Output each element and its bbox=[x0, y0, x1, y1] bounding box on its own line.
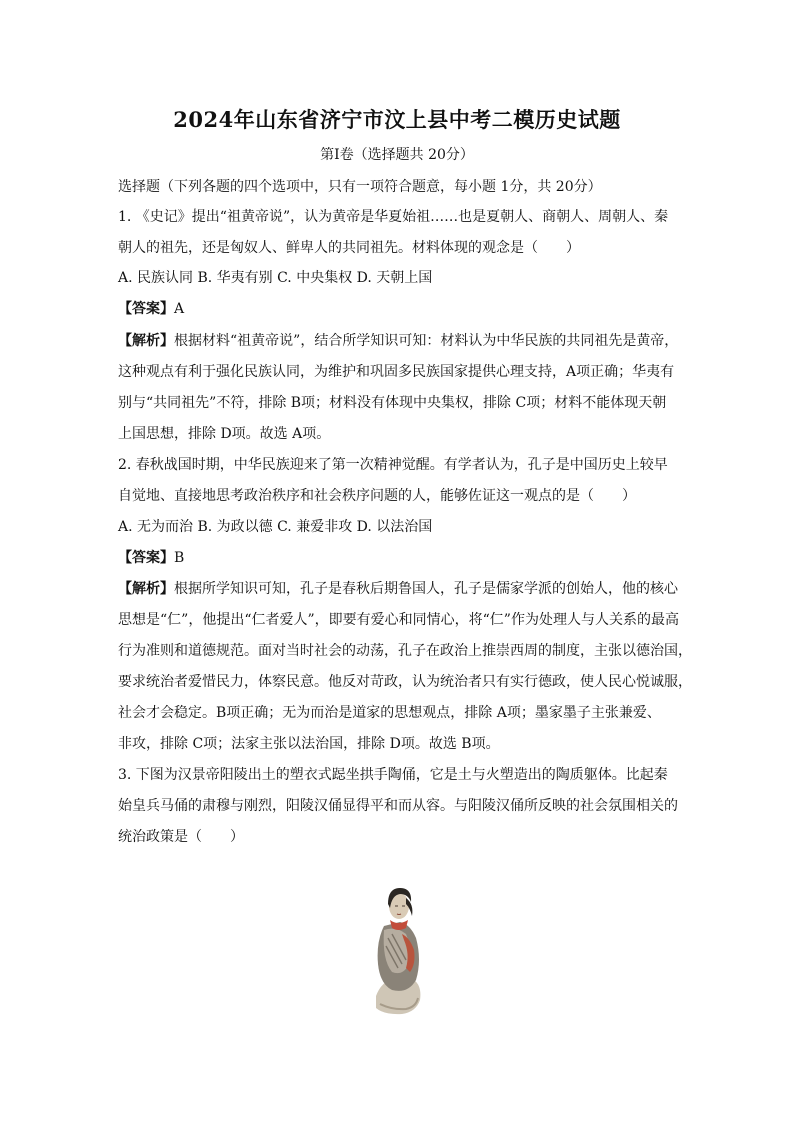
question-2-stem-line-1: 2. 春秋战国时期，中华民族迎来了第一次精神觉醒。有学者认为，孔子是中国历史上较早 bbox=[118, 457, 668, 473]
question-3-stem-line-2: 始皇兵马俑的肃穆与刚烈，阳陵汉俑显得平和而从容。与阳陵汉俑所反映的社会氛围相关的 bbox=[118, 798, 678, 814]
answer-label: 【答案】 bbox=[118, 550, 174, 566]
question-3-stem-line-3: 统治政策是（ ） bbox=[118, 829, 244, 845]
section-intro: 选择题（下列各题的四个选项中，只有一项符合题意，每小题 1分，共 20分） bbox=[118, 179, 602, 195]
analysis-text: 根据材料“祖黄帝说”，结合所学知识可知：材料认为中华民族的共同祖先是黄帝， bbox=[174, 333, 679, 349]
answer-value: A bbox=[174, 301, 185, 317]
question-1-stem-line-2: 朝人的祖先，还是匈奴人、鲜卑人的共同祖先。材料体现的观念是（ ） bbox=[118, 240, 580, 256]
question-1-analysis-line-4: 上国思想，排除 D项。故选 A项。 bbox=[118, 426, 331, 442]
question-2-answer bbox=[118, 548, 683, 568]
question-3-stem-line-1: 3. 下图为汉景帝阳陵出土的塑衣式跽坐拱手陶俑，它是土与火塑造出的陶质躯体。比起秦 bbox=[118, 767, 668, 783]
question-2-options: A. 无为而治 B. 为政以德 C. 兼爱非攻 D. 以法治国 bbox=[118, 519, 433, 535]
question-2-analysis-line-1 bbox=[118, 579, 683, 599]
question-1-analysis-line-1 bbox=[118, 331, 683, 351]
page-subtitle: 第Ⅰ卷（选择题共 20分） bbox=[320, 147, 474, 163]
question-1-answer bbox=[118, 299, 683, 319]
question-2-stem-line-2: 自觉地、直接地思考政治秩序和社会秩序问题的人，能够佐证这一观点的是（ ） bbox=[118, 488, 636, 504]
page-title: 2024年山东省济宁市汶上县中考二模历史试题 bbox=[173, 107, 621, 132]
analysis-text: 根据所学知识可知，孔子是春秋后期鲁国人，孔子是儒家学派的创始人，他的核心 bbox=[174, 581, 678, 597]
question-2-analysis-line-3: 行为准则和道德规范。面对当时社会的动荡，孔子在政治上推崇西周的制度，主张以德治国， bbox=[118, 643, 692, 659]
question-2-analysis-line-2: 思想是“仁”，他提出“仁者爱人”，即要有爱心和同情心，将“仁”作为处理人与人关系的最高 bbox=[118, 612, 679, 628]
answer-value: B bbox=[174, 550, 185, 566]
question-2-analysis-line-5: 社会才会稳定。B项正确；无为而治是道家的思想观点，排除 A项；墨家墨子主张兼爱、 bbox=[118, 705, 661, 721]
question-2-analysis-line-4: 要求统治者爱惜民力，体察民意。他反对苛政，认为统治者只有实行德政，使人民心悦诚服， bbox=[118, 674, 692, 690]
question-2-analysis-line-6: 非攻，排除 C项；法家主张以法治国，排除 D项。故选 B项。 bbox=[118, 736, 500, 752]
question-1-analysis-line-2: 这种观点有利于强化民族认同，为维护和巩固多民族国家提供心理支持，A项正确；华夷有 bbox=[118, 364, 675, 380]
analysis-label: 【解析】 bbox=[118, 581, 174, 597]
answer-label: 【答案】 bbox=[118, 301, 174, 317]
question-1-options: A. 民族认同 B. 华夷有别 C. 中央集权 D. 天朝上国 bbox=[118, 270, 433, 286]
analysis-label: 【解析】 bbox=[118, 333, 174, 349]
question-1-stem-line-1: 1. 《史记》提出“祖黄帝说”，认为黄帝是华夏始祖……也是夏朝人、商朝人、周朝人、秦 bbox=[118, 209, 669, 225]
kneeling-pottery-figurine-image bbox=[362, 868, 438, 1018]
question-1-analysis-line-3: 别与“共同祖先”不符，排除 B项；材料没有体现中央集权，排除 C项；材料不能体现天朝 bbox=[118, 395, 667, 411]
